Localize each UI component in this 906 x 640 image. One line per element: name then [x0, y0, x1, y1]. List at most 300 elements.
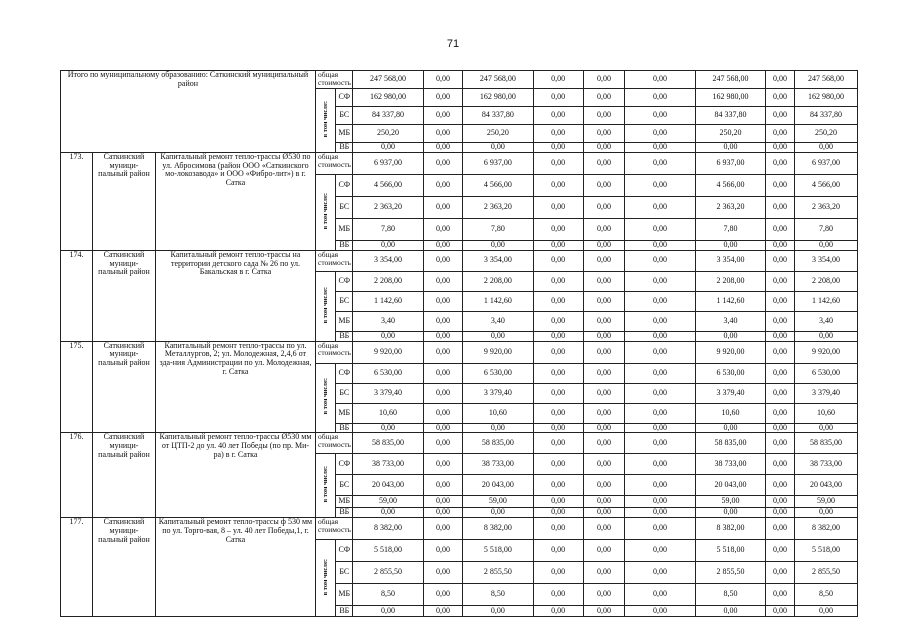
item-area: Саткинский муници-пальный район [93, 518, 156, 617]
value-cell: 250,20 [695, 125, 765, 143]
value-cell: 0,00 [625, 606, 695, 617]
including-label [315, 454, 335, 518]
value-cell: 0,00 [625, 71, 695, 89]
value-cell: 0,00 [533, 540, 583, 562]
value-cell: 0,00 [423, 143, 462, 153]
value-cell: 0,00 [583, 403, 625, 423]
including-label-text: в том числе: [322, 286, 330, 323]
value-cell: 0,00 [695, 143, 765, 153]
value-cell: 0,00 [463, 606, 533, 617]
value-cell: 0,00 [583, 475, 625, 496]
including-label-text: в том числе: [322, 558, 330, 596]
table-row [61, 433, 858, 454]
value-cell: 0,00 [423, 606, 462, 617]
value-cell: 0,00 [625, 584, 695, 606]
budget-type-label: БС [336, 562, 353, 584]
value-cell: 0,00 [583, 152, 625, 174]
value-cell: 162 980,00 [353, 89, 423, 107]
value-cell: 0,00 [766, 196, 795, 218]
value-cell: 0,00 [533, 143, 583, 153]
value-cell: 0,00 [625, 433, 695, 454]
value-cell: 0,00 [625, 496, 695, 508]
value-cell: 2 208,00 [463, 271, 533, 291]
value-cell: 0,00 [625, 174, 695, 196]
value-cell: 0,00 [583, 218, 625, 240]
value-cell: 0,00 [583, 584, 625, 606]
value-cell: 0,00 [583, 383, 625, 403]
value-cell: 7,80 [794, 218, 857, 240]
including-label-text: в том числе: [322, 100, 330, 138]
value-cell: 0,00 [766, 291, 795, 311]
value-cell: 0,00 [794, 240, 857, 250]
value-cell: 0,00 [625, 311, 695, 331]
budget-type-label: СФ [336, 363, 353, 383]
value-cell: 0,00 [423, 125, 462, 143]
value-cell: 0,00 [533, 240, 583, 250]
value-cell: 0,00 [766, 218, 795, 240]
table-row [61, 152, 858, 174]
value-cell: 3,40 [463, 311, 533, 331]
value-cell: 8 382,00 [695, 518, 765, 540]
value-cell: 1 142,60 [794, 291, 857, 311]
value-cell: 0,00 [353, 331, 423, 341]
value-cell: 2 855,50 [695, 562, 765, 584]
value-cell: 0,00 [353, 240, 423, 250]
value-cell: 0,00 [533, 518, 583, 540]
value-cell: 84 337,80 [794, 107, 857, 125]
value-cell: 247 568,00 [353, 71, 423, 89]
value-cell: 0,00 [766, 143, 795, 153]
value-cell: 0,00 [766, 508, 795, 518]
value-cell: 10,60 [794, 403, 857, 423]
value-cell: 0,00 [583, 508, 625, 518]
value-cell: 0,00 [583, 562, 625, 584]
value-cell: 0,00 [766, 363, 795, 383]
value-cell: 0,00 [423, 454, 462, 475]
summary-title: Итого по муниципальному образованию: Саткинский муниципальный район [61, 71, 316, 153]
value-cell: 0,00 [625, 423, 695, 433]
value-cell: 0,00 [533, 403, 583, 423]
value-cell: 0,00 [463, 331, 533, 341]
value-cell: 0,00 [583, 540, 625, 562]
value-cell: 0,00 [625, 562, 695, 584]
value-cell: 0,00 [353, 508, 423, 518]
value-cell: 0,00 [625, 143, 695, 153]
value-cell: 0,00 [766, 423, 795, 433]
item-number: 174. [61, 250, 93, 341]
value-cell: 0,00 [533, 218, 583, 240]
value-cell: 162 980,00 [695, 89, 765, 107]
value-cell: 0,00 [583, 518, 625, 540]
value-cell: 0,00 [766, 606, 795, 617]
budget-type-label: БС [336, 291, 353, 311]
value-cell: 0,00 [766, 403, 795, 423]
value-cell: 7,80 [463, 218, 533, 240]
value-cell: 0,00 [583, 143, 625, 153]
value-cell: 0,00 [625, 518, 695, 540]
value-cell: 3 379,40 [353, 383, 423, 403]
value-cell: 5 518,00 [463, 540, 533, 562]
value-cell: 2 363,20 [463, 196, 533, 218]
value-cell: 4 566,00 [794, 174, 857, 196]
value-cell: 0,00 [695, 508, 765, 518]
value-cell: 10,60 [353, 403, 423, 423]
value-cell: 0,00 [463, 143, 533, 153]
table-row [61, 250, 858, 271]
value-cell: 20 043,00 [794, 475, 857, 496]
value-cell: 10,60 [695, 403, 765, 423]
value-cell: 3 354,00 [695, 250, 765, 271]
value-cell: 0,00 [533, 341, 583, 363]
value-cell: 2 208,00 [794, 271, 857, 291]
value-cell: 59,00 [695, 496, 765, 508]
budget-type-label: ВБ [336, 606, 353, 617]
total-cost-label: общая стоимость [315, 250, 352, 271]
value-cell: 0,00 [463, 240, 533, 250]
value-cell: 58 835,00 [463, 433, 533, 454]
including-label [315, 174, 335, 250]
value-cell: 0,00 [533, 454, 583, 475]
value-cell: 0,00 [533, 250, 583, 271]
value-cell: 3 354,00 [794, 250, 857, 271]
value-cell: 20 043,00 [463, 475, 533, 496]
value-cell: 0,00 [463, 508, 533, 518]
budget-type-label: БС [336, 475, 353, 496]
value-cell: 250,20 [353, 125, 423, 143]
value-cell: 59,00 [353, 496, 423, 508]
value-cell: 0,00 [423, 331, 462, 341]
value-cell: 0,00 [423, 363, 462, 383]
value-cell: 59,00 [794, 496, 857, 508]
value-cell: 84 337,80 [463, 107, 533, 125]
value-cell: 0,00 [533, 508, 583, 518]
value-cell: 250,20 [463, 125, 533, 143]
budget-type-label: ВБ [336, 508, 353, 518]
value-cell: 0,00 [766, 271, 795, 291]
value-cell: 8,50 [463, 584, 533, 606]
including-label [315, 540, 335, 617]
item-number: 176. [61, 433, 93, 518]
value-cell: 0,00 [766, 454, 795, 475]
value-cell: 58 835,00 [353, 433, 423, 454]
value-cell: 250,20 [794, 125, 857, 143]
value-cell: 6 530,00 [794, 363, 857, 383]
budget-type-label: МБ [336, 125, 353, 143]
value-cell: 0,00 [625, 250, 695, 271]
value-cell: 0,00 [794, 606, 857, 617]
item-area: Саткинский муници-пальный район [93, 433, 156, 518]
value-cell: 38 733,00 [695, 454, 765, 475]
value-cell: 247 568,00 [794, 71, 857, 89]
value-cell: 0,00 [583, 196, 625, 218]
value-cell: 6 937,00 [695, 152, 765, 174]
value-cell: 2 855,50 [463, 562, 533, 584]
value-cell: 3 354,00 [353, 250, 423, 271]
value-cell: 0,00 [423, 433, 462, 454]
budget-type-label: ВБ [336, 240, 353, 250]
value-cell: 0,00 [625, 271, 695, 291]
value-cell: 0,00 [533, 271, 583, 291]
value-cell: 247 568,00 [695, 71, 765, 89]
including-label-text: в том числе: [322, 378, 330, 415]
total-cost-label: общая стоимость [315, 518, 352, 540]
table-row [61, 518, 858, 540]
budget-type-label: БС [336, 196, 353, 218]
value-cell: 0,00 [766, 475, 795, 496]
value-cell: 0,00 [423, 403, 462, 423]
value-cell: 0,00 [423, 540, 462, 562]
value-cell: 2 363,20 [695, 196, 765, 218]
value-cell: 0,00 [625, 331, 695, 341]
value-cell: 0,00 [583, 250, 625, 271]
value-cell: 0,00 [583, 423, 625, 433]
value-cell: 0,00 [583, 107, 625, 125]
value-cell: 0,00 [766, 433, 795, 454]
value-cell: 0,00 [625, 218, 695, 240]
budget-type-label: СФ [336, 174, 353, 196]
value-cell: 0,00 [625, 363, 695, 383]
value-cell: 0,00 [583, 125, 625, 143]
value-cell: 162 980,00 [463, 89, 533, 107]
value-cell: 0,00 [423, 107, 462, 125]
budget-type-label: МБ [336, 496, 353, 508]
value-cell: 0,00 [766, 89, 795, 107]
value-cell: 0,00 [423, 518, 462, 540]
value-cell: 0,00 [353, 606, 423, 617]
value-cell: 1 142,60 [353, 291, 423, 311]
value-cell: 0,00 [423, 71, 462, 89]
budget-type-label: МБ [336, 403, 353, 423]
value-cell: 0,00 [533, 496, 583, 508]
budget-type-label: ВБ [336, 143, 353, 153]
page-number: 71 [446, 38, 460, 50]
item-description: Капитальный ремонт тепло-трассы Ø530 мм от ЦТП-2 до ул. 40 лет Победы (по пр. Ми-ра) в г. Сатка [155, 433, 315, 518]
value-cell: 84 337,80 [695, 107, 765, 125]
value-cell: 0,00 [423, 341, 462, 363]
value-cell: 0,00 [766, 174, 795, 196]
value-cell: 0,00 [423, 475, 462, 496]
value-cell: 0,00 [766, 496, 795, 508]
including-label-text: в том числе: [322, 192, 330, 230]
value-cell: 0,00 [766, 240, 795, 250]
value-cell: 0,00 [766, 331, 795, 341]
value-cell: 0,00 [625, 454, 695, 475]
value-cell: 4 566,00 [353, 174, 423, 196]
value-cell: 0,00 [625, 508, 695, 518]
value-cell: 0,00 [766, 311, 795, 331]
value-cell: 3 354,00 [463, 250, 533, 271]
value-cell: 0,00 [625, 107, 695, 125]
value-cell: 0,00 [423, 291, 462, 311]
value-cell: 0,00 [695, 331, 765, 341]
value-cell: 4 566,00 [463, 174, 533, 196]
value-cell: 3 379,40 [695, 383, 765, 403]
value-cell: 0,00 [794, 143, 857, 153]
value-cell: 0,00 [583, 496, 625, 508]
value-cell: 0,00 [353, 143, 423, 153]
value-cell: 0,00 [423, 383, 462, 403]
value-cell: 2 363,20 [353, 196, 423, 218]
value-cell: 0,00 [423, 240, 462, 250]
value-cell: 8,50 [695, 584, 765, 606]
budget-type-label: МБ [336, 218, 353, 240]
item-description: Капитальный ремонт тепло-трассы на территории детского сада № 26 по ул. Бакальская в г. Сатка [155, 250, 315, 341]
value-cell: 0,00 [766, 383, 795, 403]
value-cell: 8,50 [794, 584, 857, 606]
value-cell: 0,00 [423, 508, 462, 518]
value-cell: 0,00 [533, 606, 583, 617]
value-cell: 5 518,00 [695, 540, 765, 562]
value-cell: 8 382,00 [353, 518, 423, 540]
value-cell: 0,00 [533, 125, 583, 143]
value-cell: 3,40 [794, 311, 857, 331]
value-cell: 0,00 [766, 562, 795, 584]
value-cell: 20 043,00 [695, 475, 765, 496]
value-cell: 0,00 [794, 508, 857, 518]
value-cell: 0,00 [583, 433, 625, 454]
value-cell: 0,00 [583, 174, 625, 196]
value-cell: 0,00 [533, 423, 583, 433]
item-number: 173. [61, 152, 93, 250]
value-cell: 0,00 [695, 606, 765, 617]
value-cell: 247 568,00 [463, 71, 533, 89]
value-cell: 38 733,00 [353, 454, 423, 475]
value-cell: 2 855,50 [353, 562, 423, 584]
value-cell: 0,00 [533, 152, 583, 174]
value-cell: 5 518,00 [353, 540, 423, 562]
value-cell: 1 142,60 [695, 291, 765, 311]
value-cell: 7,80 [353, 218, 423, 240]
budget-type-label: МБ [336, 584, 353, 606]
value-cell: 6 530,00 [353, 363, 423, 383]
value-cell: 0,00 [625, 403, 695, 423]
value-cell: 0,00 [583, 363, 625, 383]
value-cell: 0,00 [533, 584, 583, 606]
including-label [315, 89, 335, 153]
value-cell: 2 855,50 [794, 562, 857, 584]
value-cell: 0,00 [625, 383, 695, 403]
value-cell: 0,00 [583, 341, 625, 363]
including-label-text: в том числе: [322, 466, 330, 503]
value-cell: 8 382,00 [794, 518, 857, 540]
value-cell: 0,00 [423, 423, 462, 433]
value-cell: 0,00 [423, 218, 462, 240]
value-cell: 1 142,60 [463, 291, 533, 311]
total-cost-label: общая стоимость [315, 433, 352, 454]
value-cell: 0,00 [533, 475, 583, 496]
value-cell: 0,00 [533, 363, 583, 383]
value-cell: 0,00 [583, 606, 625, 617]
value-cell: 58 835,00 [794, 433, 857, 454]
value-cell: 0,00 [625, 540, 695, 562]
value-cell: 38 733,00 [794, 454, 857, 475]
value-cell: 0,00 [625, 89, 695, 107]
value-cell: 8 382,00 [463, 518, 533, 540]
value-cell: 0,00 [625, 341, 695, 363]
total-cost-label: общая стоимость [315, 71, 352, 89]
value-cell: 0,00 [533, 89, 583, 107]
value-cell: 0,00 [533, 196, 583, 218]
budget-table [60, 70, 858, 617]
value-cell: 0,00 [533, 383, 583, 403]
value-cell: 9 920,00 [794, 341, 857, 363]
budget-type-label: СФ [336, 89, 353, 107]
value-cell: 0,00 [533, 291, 583, 311]
value-cell: 0,00 [533, 433, 583, 454]
value-cell: 0,00 [625, 125, 695, 143]
budget-type-label: МБ [336, 311, 353, 331]
value-cell: 5 518,00 [794, 540, 857, 562]
value-cell: 6 937,00 [794, 152, 857, 174]
value-cell: 0,00 [533, 331, 583, 341]
value-cell: 0,00 [423, 89, 462, 107]
value-cell: 0,00 [583, 271, 625, 291]
value-cell: 0,00 [533, 174, 583, 196]
value-cell: 6 937,00 [353, 152, 423, 174]
budget-type-label: СФ [336, 271, 353, 291]
value-cell: 0,00 [423, 311, 462, 331]
value-cell: 6 530,00 [463, 363, 533, 383]
including-label [315, 363, 335, 433]
value-cell: 2 208,00 [695, 271, 765, 291]
value-cell: 0,00 [533, 71, 583, 89]
value-cell: 38 733,00 [463, 454, 533, 475]
value-cell: 0,00 [583, 240, 625, 250]
value-cell: 6 530,00 [695, 363, 765, 383]
value-cell: 0,00 [766, 540, 795, 562]
value-cell: 0,00 [695, 240, 765, 250]
value-cell: 0,00 [766, 71, 795, 89]
value-cell: 0,00 [583, 331, 625, 341]
total-cost-label: общая стоимость [315, 341, 352, 363]
value-cell: 0,00 [766, 250, 795, 271]
value-cell: 59,00 [463, 496, 533, 508]
value-cell: 9 920,00 [353, 341, 423, 363]
budget-type-label: СФ [336, 540, 353, 562]
value-cell: 84 337,80 [353, 107, 423, 125]
value-cell: 20 043,00 [353, 475, 423, 496]
value-cell: 9 920,00 [463, 341, 533, 363]
value-cell: 0,00 [423, 174, 462, 196]
value-cell: 0,00 [423, 562, 462, 584]
including-label [315, 271, 335, 341]
value-cell: 0,00 [794, 423, 857, 433]
item-description: Капитальный ремонт тепло-трассы по ул. Металлургов, 2; ул. Молодежная, 2,4,6 от зда-ния Администрации по ул. Молодежная, г. Сатка [155, 341, 315, 433]
value-cell: 3,40 [695, 311, 765, 331]
value-cell: 0,00 [766, 107, 795, 125]
value-cell: 0,00 [423, 152, 462, 174]
table-row [61, 341, 858, 363]
value-cell: 0,00 [423, 584, 462, 606]
value-cell: 10,60 [463, 403, 533, 423]
value-cell: 0,00 [766, 518, 795, 540]
value-cell: 0,00 [423, 271, 462, 291]
value-cell: 0,00 [766, 125, 795, 143]
value-cell: 58 835,00 [695, 433, 765, 454]
value-cell: 0,00 [423, 496, 462, 508]
item-description: Капитальный ремонт тепло-трассы ф 530 мм по ул. Торго-вая, 8 – ул. 40 лет Победы,1, г. Сатка [155, 518, 315, 617]
value-cell: 0,00 [583, 291, 625, 311]
value-cell: 0,00 [463, 423, 533, 433]
value-cell: 0,00 [423, 250, 462, 271]
value-cell: 0,00 [583, 71, 625, 89]
value-cell: 2 363,20 [794, 196, 857, 218]
value-cell: 0,00 [625, 291, 695, 311]
value-cell: 0,00 [583, 454, 625, 475]
total-cost-label: общая стоимость [315, 152, 352, 174]
item-area: Саткинский муници-пальный район [93, 250, 156, 341]
item-area: Саткинский муници-пальный район [93, 152, 156, 250]
